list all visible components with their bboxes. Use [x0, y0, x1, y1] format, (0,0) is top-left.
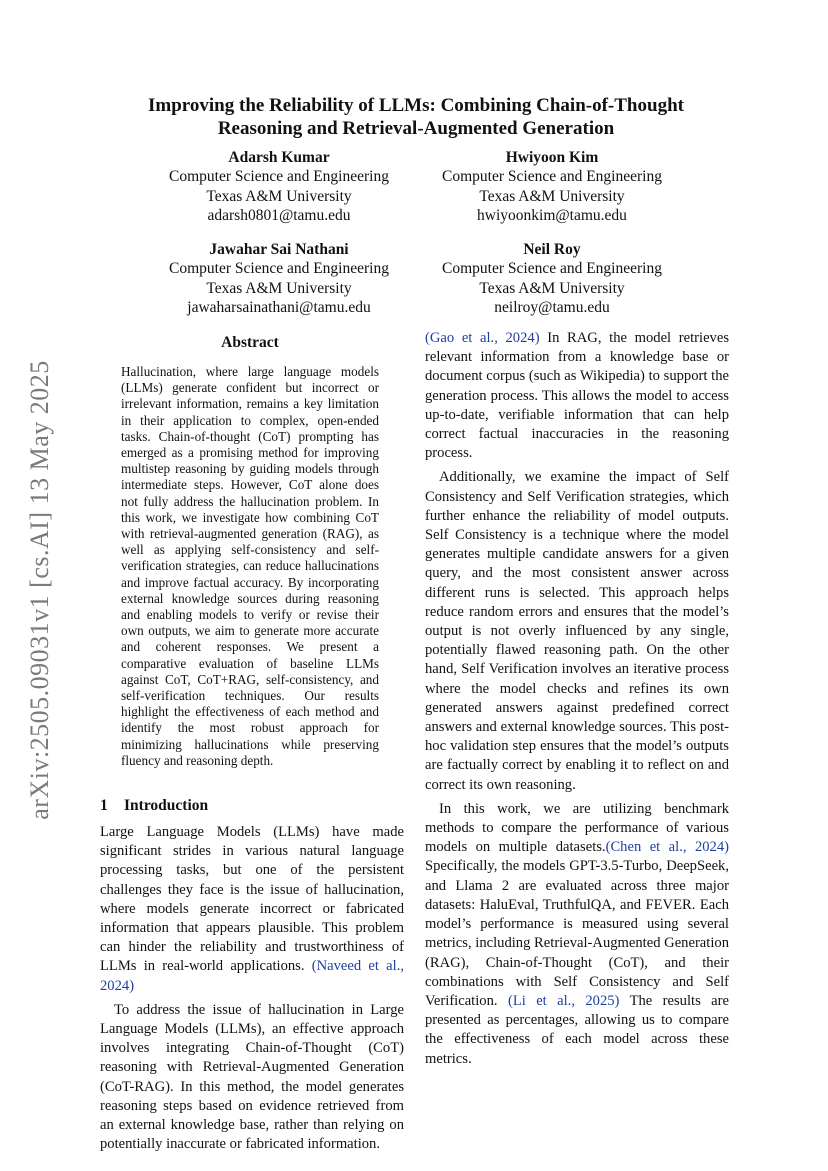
author-name: Neil Roy [523, 241, 581, 258]
abstract-heading: Abstract [221, 334, 279, 351]
abstract-text: Hallucination, where large language models (LLMs) generate confident but incorrect or irrelevant information, remains a key limitation in their application to complex, open-ended tasks. Chain-of-thought (CoT) prompting has emerged as a promising method for improving multistep reasoning by guiding models through intermediate steps. However, CoT alone does not fully address the hallucination problem. In this work, we investigate how combining CoT with retrieval-augmented generation (RAG), as well as applying self-consistency and self-verification strategies, can reduce hallucinations and improve factual accuracy. By incorporating external knowledge sources during reasoning and enabling models to verify or revise their own outputs, we aim to generate more accurate and coherent responses. We present a comparative evaluation of baseline LLMs against CoT, CoT+RAG, self-consistency, and self-verification techniques. Our results highlight the effectiveness of each method and identify the most robust approach for minimizing hallucinations while preserving fluency and reasoning depth. [121, 364, 379, 768]
intro-paragraph-2 [100, 1001, 404, 1155]
author-department: Computer Science and Engineering [169, 168, 389, 186]
author-block [152, 148, 406, 226]
author-email: jawaharsainathani@tamu.edu [187, 299, 371, 317]
author-university: Texas A&M University [479, 279, 625, 297]
citation-link[interactable]: (Gao et al., 2024) [425, 330, 540, 346]
right-column-body [425, 329, 729, 1069]
author-email: neilroy@tamu.edu [494, 299, 610, 317]
paper-title [96, 94, 736, 140]
section-title: Introduction [124, 797, 209, 814]
author-department: Computer Science and Engineering [442, 260, 662, 278]
author-block [152, 240, 406, 318]
author-block [425, 240, 679, 318]
author-department: Computer Science and Engineering [169, 260, 389, 278]
author-university: Texas A&M University [206, 187, 352, 205]
author-name: Adarsh Kumar [228, 149, 330, 166]
author-email: hwiyoonkim@tamu.edu [477, 207, 627, 225]
intro-paragraph-2-tail: In RAG, the model retrieves relevant information from a knowledge base or document corpus (such as Wikipedia) to support the generation process. This allows the model to access up-to-date, verifiable information that can help correct factual inaccuracies in the reasoning process. [425, 330, 730, 462]
author-email: adarsh0801@tamu.edu [207, 207, 351, 225]
author-block [425, 148, 679, 226]
arxiv-identifier [12, 340, 68, 840]
title-line-1: Improving the Reliability of LLMs: Combining Chain-of-Thought [148, 95, 684, 116]
intro-paragraph-4-middle: Specifically, the models GPT-3.5-Turbo, DeepSeek, and Llama 2 are evaluated across three major datasets: HaluEval, TruthfulQA, and FEVER. Each model’s performance is measured using several metrics, including Retrieval-Augmented Generation (RAG), Chain-of-Thought (CoT), and their combinations with Self Consistency and Self Verification. [425, 858, 729, 1009]
title-line-2: Reasoning and Retrieval-Augmented Generation [217, 118, 615, 139]
author-department: Computer Science and Engineering [442, 168, 662, 186]
arxiv-identifier-text: arXiv:2505.09031v1 [cs.AI] 13 May 2025 [25, 360, 54, 820]
intro-paragraph-1 [100, 823, 404, 996]
citation-link[interactable]: (Naveed et al., 2024) [100, 958, 404, 994]
citation-link[interactable]: (Chen et al., 2024) [605, 839, 729, 856]
intro-paragraph-4-text: In this work, we are utilizing benchmark methods to compare the performance of various models on multiple datasets. [425, 800, 729, 856]
section-number: 1 [100, 797, 108, 814]
intro-paragraph-3: Additionally, we examine the impact of Self Consistency and Self Verification strategies, which further enhance the reliability of model outputs. Self Consistency is a technique where the model generates multiple candidate answers for a given query, and the most consistent answer across different runs is selected. This approach helps reduce random errors and ensures that the model’s output is not overly influenced by any single, potentially flawed reasoning path. On the other hand, Self Verification involves an iterative process where the model checks and refines its own generated answers against predefined correct answers and external knowledge sources. This post-hoc validation step ensures that the model’s outputs are factually correct by enabling it to reflect on and correct its own reasoning. [425, 469, 729, 793]
citation-link[interactable]: (Li et al., 2025) [507, 992, 620, 1009]
left-column-body [100, 823, 404, 1154]
author-university: Texas A&M University [479, 187, 625, 205]
author-university: Texas A&M University [206, 279, 352, 297]
author-name: Hwiyoon Kim [505, 149, 599, 166]
section-heading-introduction [100, 797, 400, 815]
intro-paragraph-1-text: Large Language Models (LLMs) have made significant strides in various natural language processing tasks, but one of the persistent challenges they face is the issue of hallucination, where models generate incorrect or fabricated information that appears plausible. This problem can hinder the reliability and trustworthiness of LLMs in real-world applications. [100, 824, 404, 975]
intro-paragraph-2-continued [425, 329, 729, 463]
intro-paragraph-4 [425, 800, 729, 1069]
intro-paragraph-2-text: To address the issue of hallucination in Large Language Models (LLMs), an effective approach involves integrating Chain-of-Thought (CoT) reasoning with Retrieval-Augmented Generation (CoT-RAG). In this method, the model generates reasoning steps based on evidence retrieved from an external knowledge base, rather than relying on potentially inaccurate or fabricated information. [100, 1001, 404, 1153]
author-name: Jawahar Sai Nathani [209, 241, 349, 258]
intro-paragraph-4-tail: The results are presented as percentages, allowing us to compare the effectiveness of each model across these metrics. [425, 992, 729, 1067]
